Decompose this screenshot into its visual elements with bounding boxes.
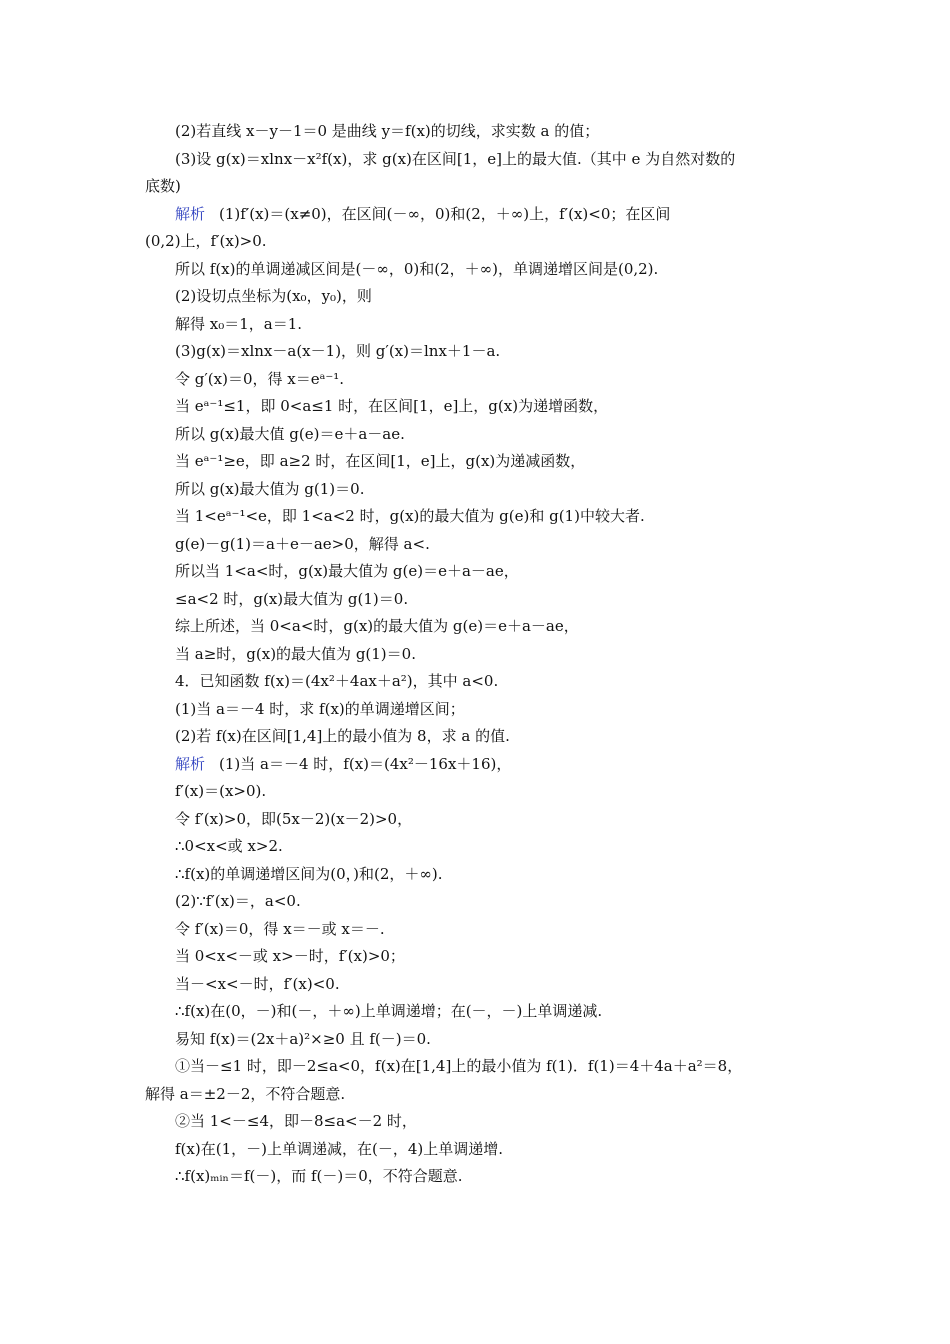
text-line — [145, 888, 807, 916]
line-text: f′(x)＝(x>0). — [175, 782, 267, 800]
text-line — [145, 723, 807, 751]
line-text: (3)g(x)＝xlnx－a(x－1)，则 g′(x)＝lnx＋1－a. — [175, 342, 501, 360]
line-text: ∴0<x<或 x>2. — [175, 837, 283, 855]
line-text: 4．已知函数 f(x)＝(4x²＋4ax＋a²)，其中 a<0. — [175, 672, 499, 690]
line-text: 当 eᵃ⁻¹≤1，即 0<a≤1 时，在区间[1，e]上，g(x)为递增函数， — [175, 397, 609, 415]
text-line — [145, 1108, 807, 1136]
line-text: 令 f′(x)>0，即(5x－2)(x－2)>0， — [175, 809, 413, 828]
line-text: 当－<x<－时，f′(x)<0. — [175, 974, 340, 993]
text-line — [145, 1053, 807, 1081]
document-body — [145, 118, 807, 1191]
text-line — [145, 1026, 807, 1054]
text-line — [145, 558, 807, 586]
text-line — [145, 173, 807, 201]
line-text: (1)当 a＝－4 时，f(x)＝(4x²－16x＋16)， — [219, 754, 512, 773]
line-text: (2)若 f(x)在区间[1,4]上的最小值为 8，求 a 的值. — [175, 727, 510, 745]
text-line — [145, 1136, 807, 1164]
line-text: 综上所述，当 0<a<时，g(x)的最大值为 g(e)＝e＋a－ae， — [175, 617, 579, 635]
text-line — [145, 751, 807, 779]
line-text: (1)f′(x)＝(x≠0)，在区间(－∞，0)和(2，＋∞)上，f′(x)<0；在区间 — [219, 204, 671, 223]
solution-label: 解析 — [175, 204, 206, 223]
line-text: (1)当 a＝－4 时，求 f(x)的单调递增区间； — [175, 699, 465, 718]
text-line — [145, 1163, 807, 1191]
text-line — [145, 668, 807, 696]
text-line — [145, 641, 807, 669]
text-line — [145, 366, 807, 394]
text-line — [145, 448, 807, 476]
text-line — [145, 696, 807, 724]
text-line — [145, 311, 807, 339]
line-text: (3)设 g(x)＝xlnx－x²f(x)，求 g(x)在区间[1，e]上的最大值.（其中 e 为自然对数的 — [175, 149, 736, 168]
line-text: 所以 f(x)的单调递减区间是(－∞，0)和(2，＋∞)，单调递增区间是(0,2). — [175, 259, 659, 278]
line-text: 解得 x₀＝1，a＝1. — [175, 314, 303, 333]
text-line — [145, 531, 807, 559]
text-line — [145, 283, 807, 311]
line-text: g(e)－g(1)＝a＋e－ae>0，解得 a<. — [175, 534, 430, 553]
line-text: 当 eᵃ⁻¹≥e，即 a≥2 时，在区间[1，e]上，g(x)为递减函数， — [175, 452, 586, 470]
line-text: ∴f(x)在(0，－)和(－，＋∞)上单调递增；在(－，－)上单调递减. — [175, 1002, 603, 1020]
line-text: 当 a≥时，g(x)的最大值为 g(1)＝0. — [175, 644, 416, 663]
solution-label: 解析 — [175, 754, 206, 773]
line-text: f(x)在(1，－)上单调递减，在(－，4)上单调递增. — [175, 1139, 503, 1158]
line-text: ①当－≤1 时，即－2≤a<0，f(x)在[1,4]上的最小值为 f(1)．f(1)＝4＋4a＋a²＝8， — [175, 1057, 743, 1075]
text-line — [145, 916, 807, 944]
text-line — [145, 256, 807, 284]
text-line — [145, 476, 807, 504]
line-text: 令 g′(x)＝0，得 x＝eᵃ⁻¹. — [175, 369, 345, 388]
text-line — [145, 833, 807, 861]
line-text: 令 f′(x)＝0，得 x＝－或 x＝－. — [175, 919, 385, 938]
line-text: 当 1<eᵃ⁻¹<e，即 1<a<2 时，g(x)的最大值为 g(e)和 g(1)中较大者. — [175, 507, 645, 525]
line-text: ②当 1<－≤4，即－8≤a<－2 时， — [175, 1112, 417, 1130]
line-text: (0,2)上，f′(x)>0. — [145, 232, 267, 250]
text-line — [145, 228, 807, 256]
text-line — [145, 201, 807, 229]
text-line — [145, 586, 807, 614]
line-text: 解得 a＝±2－2，不符合题意. — [145, 1084, 346, 1103]
line-text: 当 0<x<－或 x>－时，f′(x)>0； — [175, 947, 405, 965]
text-line — [145, 503, 807, 531]
text-line — [145, 338, 807, 366]
text-line — [145, 971, 807, 999]
line-text: 所以 g(x)最大值 g(e)＝e＋a－ae. — [175, 424, 405, 443]
text-line — [145, 118, 807, 146]
text-line — [145, 778, 807, 806]
text-line — [145, 393, 807, 421]
text-line — [145, 943, 807, 971]
text-line — [145, 998, 807, 1026]
text-line — [145, 421, 807, 449]
line-text: ≤a<2 时，g(x)最大值为 g(1)＝0. — [175, 589, 409, 608]
line-text: 易知 f(x)＝(2x＋a)²×≥0 且 f(－)＝0. — [175, 1029, 431, 1048]
line-text: 所以 g(x)最大值为 g(1)＝0. — [175, 479, 365, 498]
line-text: (2)设切点坐标为(x₀，y₀)，则 — [175, 287, 372, 305]
text-line — [145, 861, 807, 889]
line-text: 所以当 1<a<时，g(x)最大值为 g(e)＝e＋a－ae， — [175, 562, 519, 580]
line-text: (2)若直线 x－y－1＝0 是曲线 y＝f(x)的切线，求实数 a 的值； — [175, 122, 600, 140]
line-text: 底数) — [145, 177, 181, 195]
text-line — [145, 613, 807, 641]
line-text: (2)∵f′(x)＝，a<0. — [175, 892, 301, 910]
text-line — [145, 1081, 807, 1109]
text-line — [145, 806, 807, 834]
text-line — [145, 146, 807, 174]
line-text: ∴f(x)的单调递增区间为(0，)和(2，＋∞). — [175, 864, 443, 883]
line-text: ∴f(x)ₘᵢₙ＝f(－)，而 f(－)＝0，不符合题意. — [175, 1167, 463, 1185]
